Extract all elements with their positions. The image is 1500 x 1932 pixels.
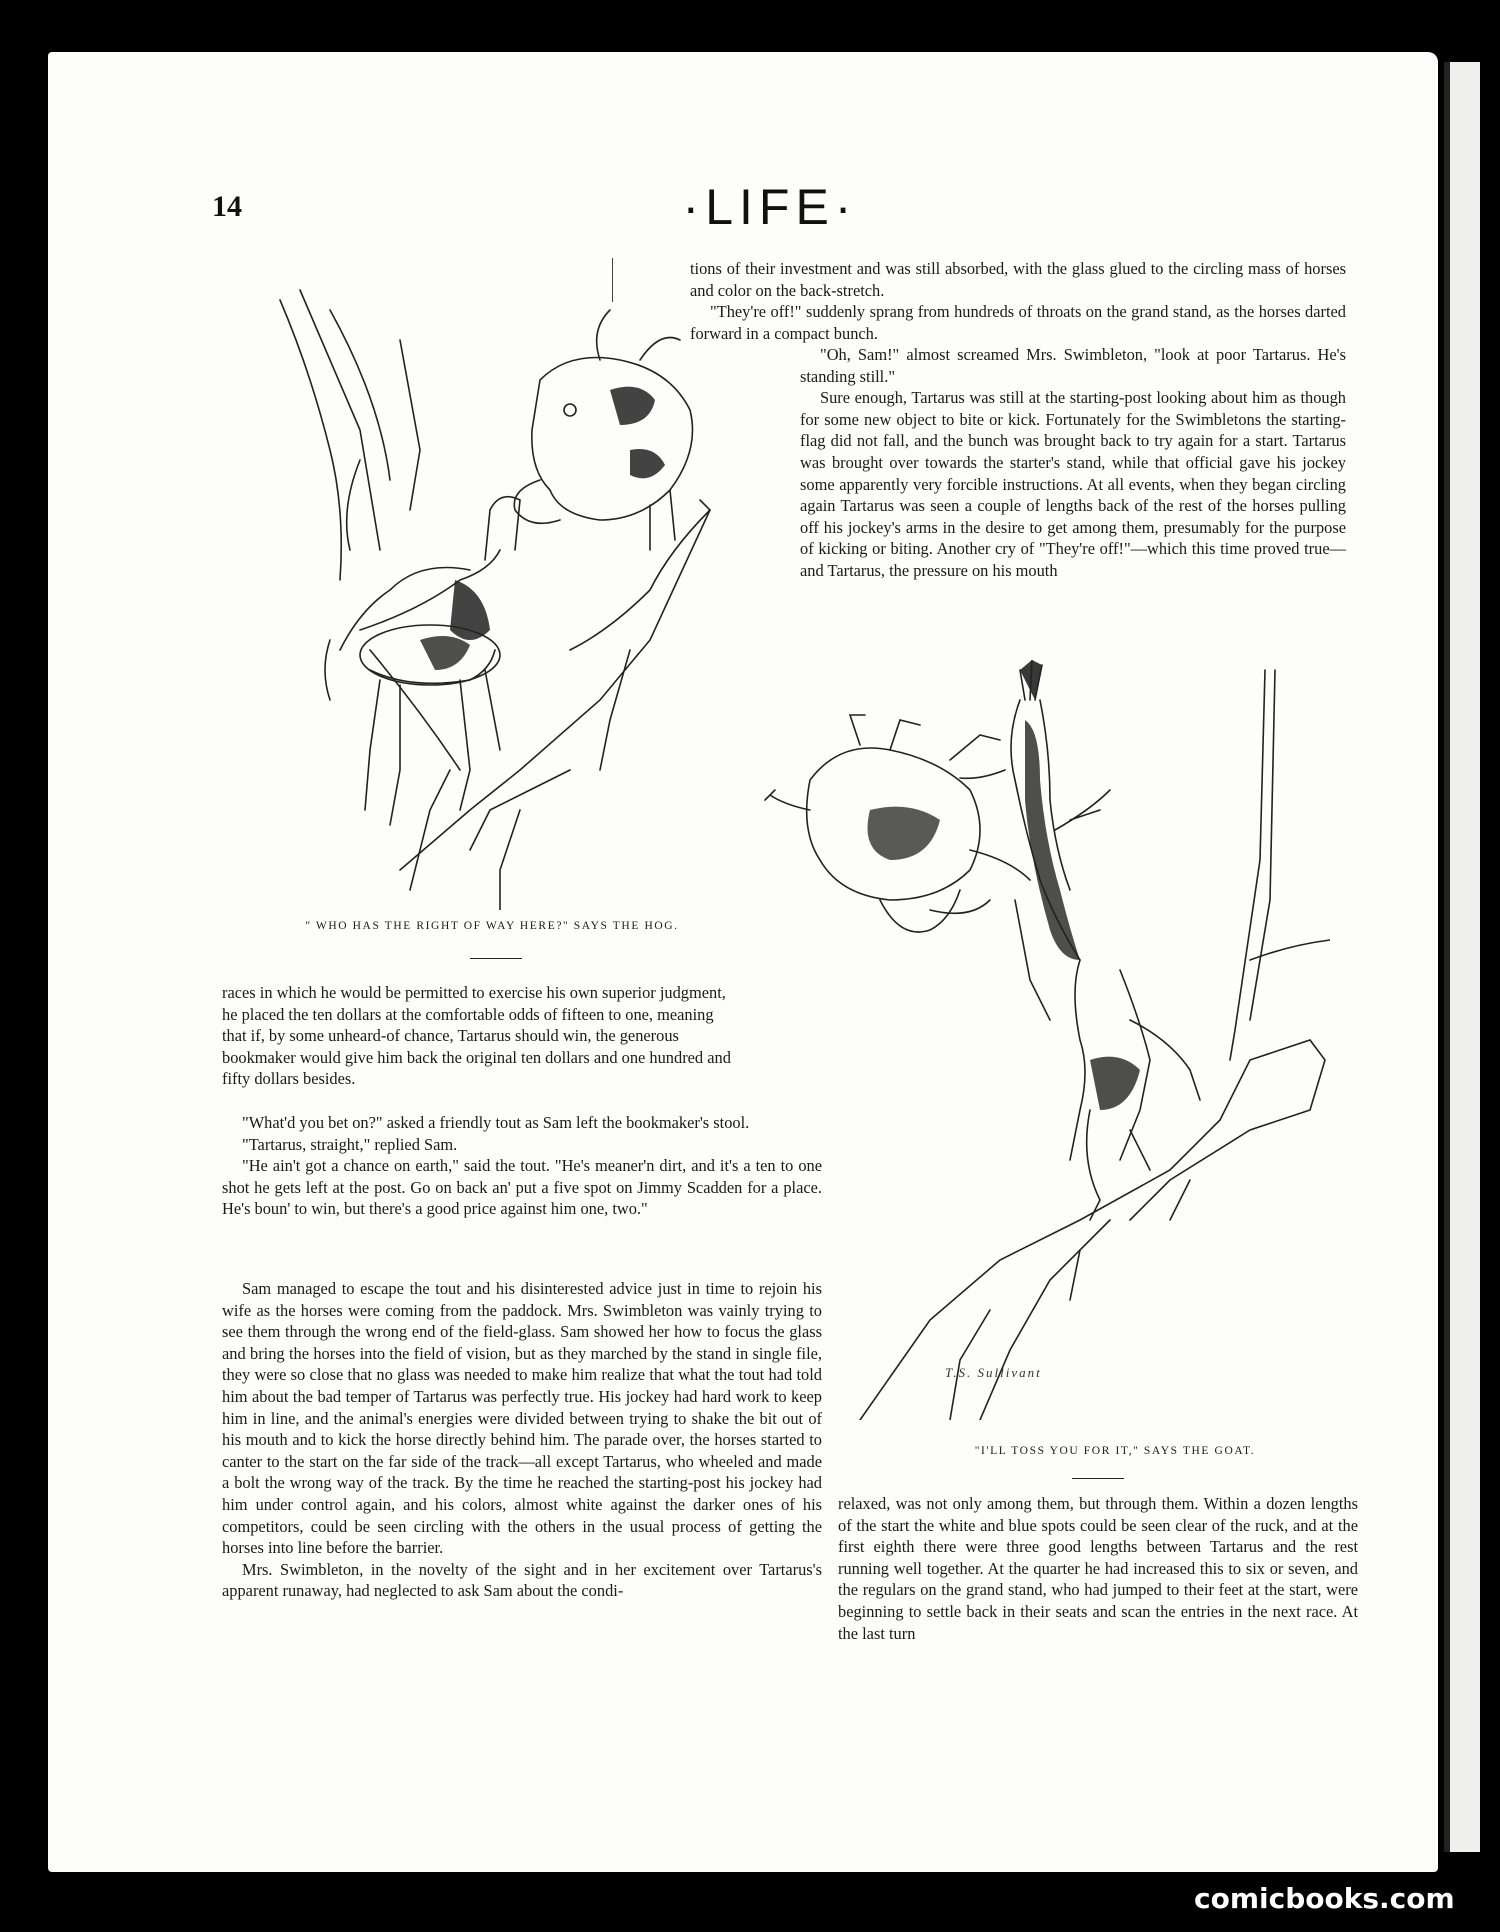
donkey-and-hog-on-cliff-illustration xyxy=(270,250,750,910)
caption-rule xyxy=(470,958,522,959)
caption-rule xyxy=(1072,1478,1124,1479)
hog-illustration-caption: " WHO HAS THE RIGHT OF WAY HERE?" SAYS THE HOG. xyxy=(305,920,679,932)
text-column-left-lower xyxy=(222,1112,822,1220)
text-column-left-bottom xyxy=(222,1278,822,1602)
text-column-top-right xyxy=(690,258,1346,344)
masthead-title: ·LIFE· xyxy=(682,179,858,235)
paragraph: "He ain't got a chance on earth," said the tout. "He's meaner'n dirt, and it's a ten to one shot he gets left at the post. Go on back an' put a five spot on Jimmy Scadden for a place. He's boun' to win, but there's a good price against him one, two." xyxy=(222,1156,822,1219)
paragraph: "What'd you bet on?" asked a friendly tout as Sam left the bookmaker's stool. xyxy=(242,1113,750,1132)
paragraph: "They're off!" suddenly sprang from hundreds of throats on the grand stand, as the horses darted forward in a compact bunch. xyxy=(690,302,1346,343)
site-watermark: comicbooks.com xyxy=(1194,1882,1455,1915)
paragraph: races in which he would be permitted to exercise his own superior judgment, he placed the ten dollars at the comfortable odds of fifteen to one, meaning that if, by some unheard-of chance, Tartarus should win, the generous bookmaker would give him back the original ten dollars and one hundred and fifty dollars besides. xyxy=(222,983,731,1089)
text-column-bottom-right xyxy=(838,1493,1358,1644)
paragraph: Sure enough, Tartarus was still at the starting-post looking about him as though for some new object to bite or kick. Fortunately for the Swimbletons the starting-flag did not fall, and the bunch was brought back to try again for a start. Tartarus was brought over towards the starter's stand, while that official gave his jockey some apparently very forcible instructions. At all events, when they began circling again Tartarus was seen a couple of lengths back of the rest of the horses pulling off his jockey's arms in the desire to get among them, presumably for the purpose of kicking or biting. Another cry of "They're off!"—which this time proved true—and Tartarus, the pressure on his mouth xyxy=(800,388,1346,580)
facing-page-edge xyxy=(1444,62,1480,1852)
artist-signature: T.S. Sullivant xyxy=(945,1365,1042,1380)
paragraph: tions of their investment and was still absorbed, with the glass glued to the circling mass of horses and color on the back-stretch. xyxy=(690,259,1346,300)
text-column-left xyxy=(222,982,738,1090)
paragraph: "Tartarus, straight," replied Sam. xyxy=(242,1134,458,1154)
paragraph: relaxed, was not only among them, but through them. Within a dozen lengths of the start the white and blue spots could be seen clear of the ruck, and at the first eighth there were three good lengths between Tartarus and the rest running well together. At the quarter he had increased this to six or seven, and the regulars on the grand stand, who had jumped to their feet at the start, were beginning to settle back in their seats and scan the entries in the next race. At the last turn xyxy=(838,1494,1358,1643)
goat-tossing-hog-off-cliff-illustration xyxy=(750,660,1330,1420)
paragraph: Mrs. Swimbleton, in the novelty of the sight and in her excitement over Tartarus's apparent runaway, had neglected to ask Sam about the condi- xyxy=(222,1559,822,1601)
page-number: 14 xyxy=(212,190,242,223)
paragraph: "Oh, Sam!" almost screamed Mrs. Swimbleton, "look at poor Tartarus. He's standing still." xyxy=(800,345,1346,386)
text-column-top-right-narrow xyxy=(800,344,1346,582)
goat-illustration-caption: "I'LL TOSS YOU FOR IT," SAYS THE GOAT. xyxy=(974,1445,1256,1457)
paragraph: Sam managed to escape the tout and his disinterested advice just in time to rejoin his wife as the horses were coming from the paddock. Mrs. Swimbleton was vainly trying to see them through the wrong end of the field-glass. Sam showed her how to focus the glass and bring the horses into the field of vision, but as they marched by the stand in single file, they were so close that no glass was needed to make him realize that what the tout had told him about the bad temper of Tartarus was perfectly true. His jockey had hard work to keep him in line, and the animal's energies were divided between trying to shake the bit out of his mouth and to kick the horse directly behind him. The parade over, the horses started to canter to the start on the far side of the track—all except Tartarus, who wheeled and made a bolt the wrong way of the track. By the time he reached the starting-post his jockey had him under control again, and his colors, almost white against the darker ones of his competitors, could be seen circling with the others in the usual process of getting the horses into line before the barrier. xyxy=(222,1279,822,1558)
